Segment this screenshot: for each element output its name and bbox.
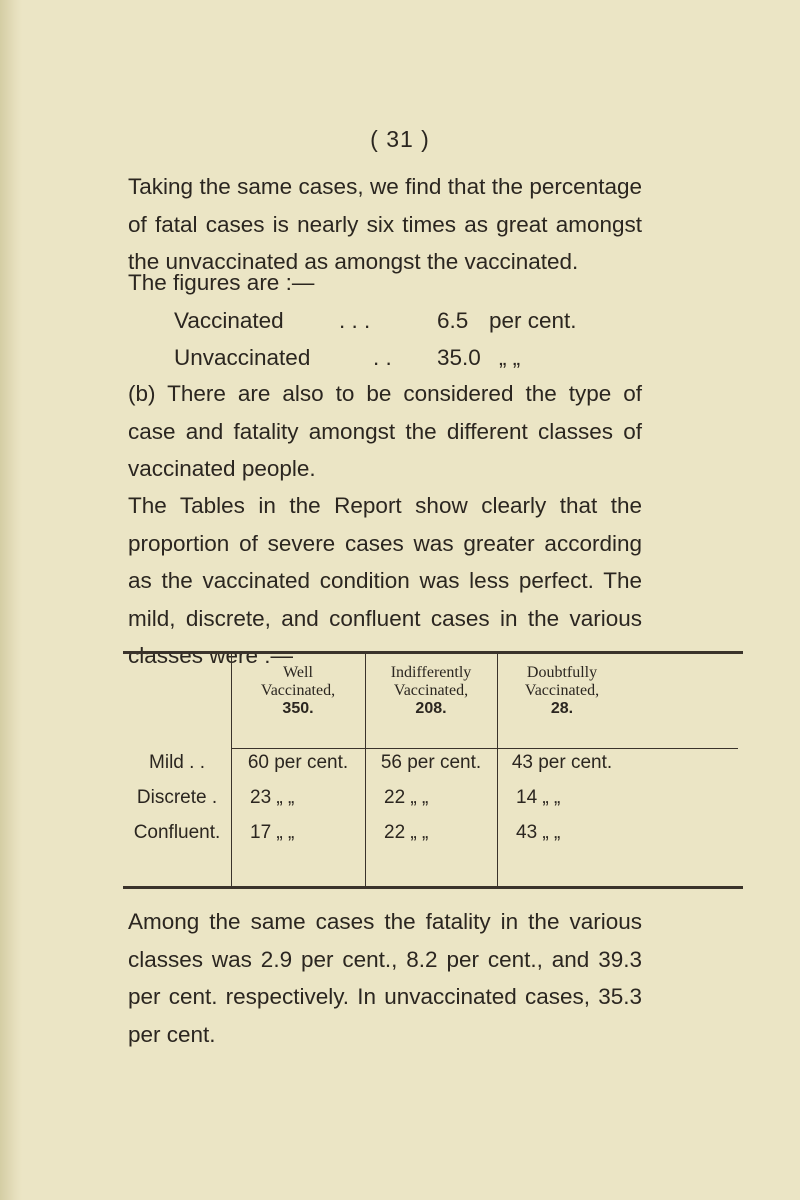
row-label: Confluent. — [133, 822, 221, 843]
row-label: Mild . . — [149, 752, 205, 773]
table-cell: 43 per cent. — [511, 752, 613, 773]
header-line: Well — [283, 664, 313, 681]
table-cell: 22 „ „ — [384, 787, 429, 808]
classification-table — [123, 651, 743, 889]
table-cell: 23 „ „ — [250, 787, 295, 808]
intro-line: Taking the same cases, we find that the percentage — [128, 174, 642, 199]
header-count: 208. — [415, 700, 447, 717]
table-row — [123, 822, 743, 850]
figure-unit: per cent. — [489, 308, 577, 333]
page-number: ( 31 ) — [370, 126, 430, 152]
intro-line: of fatal cases is nearly six times as great amongst — [128, 211, 642, 237]
row-label: Discrete . — [136, 787, 218, 808]
table-cell: 17 „ „ — [250, 822, 295, 843]
header-line: Indifferently — [390, 664, 472, 681]
header-line: Vaccinated, — [393, 682, 469, 699]
header-rule — [231, 748, 738, 749]
leader-dots: . . — [373, 345, 392, 370]
figure-name: Unvaccinated — [174, 345, 311, 370]
leader-dots: . . . — [339, 308, 371, 333]
intro-paragraph — [128, 168, 642, 281]
paragraph-b: (b) There are also to be considered the type of case and fatality amongst the different classes of vaccinated people. — [128, 381, 642, 481]
paragraph-tables: The Tables in the Report show clearly that the proportion of severe cases was greater according as the vaccinated condition was less perfect. The mild, discrete, and confluent cases in the various classes were :— — [128, 493, 642, 668]
table-cell: 60 per cent. — [247, 752, 349, 773]
table-cell: 43 „ „ — [516, 822, 561, 843]
table-row — [123, 752, 743, 780]
header-well-vaccinated — [231, 664, 365, 718]
figure-unit: „ „ — [499, 345, 521, 370]
header-count: 28. — [550, 700, 574, 717]
table-cell: 14 „ „ — [516, 787, 561, 808]
header-doubtfully-vaccinated — [497, 664, 627, 718]
header-line: Vaccinated, — [524, 682, 600, 699]
paragraph-fatality: Among the same cases the fatality in the various classes was 2.9 per cent., 8.2 per cent., and 39.3 per cent. respectively. In unvaccinated cases, 35.3 per cent. — [128, 909, 642, 1047]
table-cell: 56 per cent. — [380, 752, 482, 773]
figures-label: The figures are :— — [128, 270, 315, 295]
figure-value: 35.0 — [437, 345, 481, 370]
figure-row-vaccinated — [174, 308, 577, 334]
header-indifferently-vaccinated — [365, 664, 497, 718]
table-cell: 22 „ „ — [384, 822, 429, 843]
header-line: Doubtfully — [526, 664, 598, 681]
header-count: 350. — [282, 700, 314, 717]
page-edge — [0, 0, 22, 1200]
intro-line: the unvaccinated as amongst the vaccinated. — [128, 249, 579, 274]
table-row — [123, 787, 743, 815]
figure-row-unvaccinated — [174, 345, 520, 371]
figure-value: 6.5 — [437, 308, 469, 333]
figure-name: Vaccinated — [174, 308, 284, 333]
header-line: Vaccinated, — [260, 682, 336, 699]
